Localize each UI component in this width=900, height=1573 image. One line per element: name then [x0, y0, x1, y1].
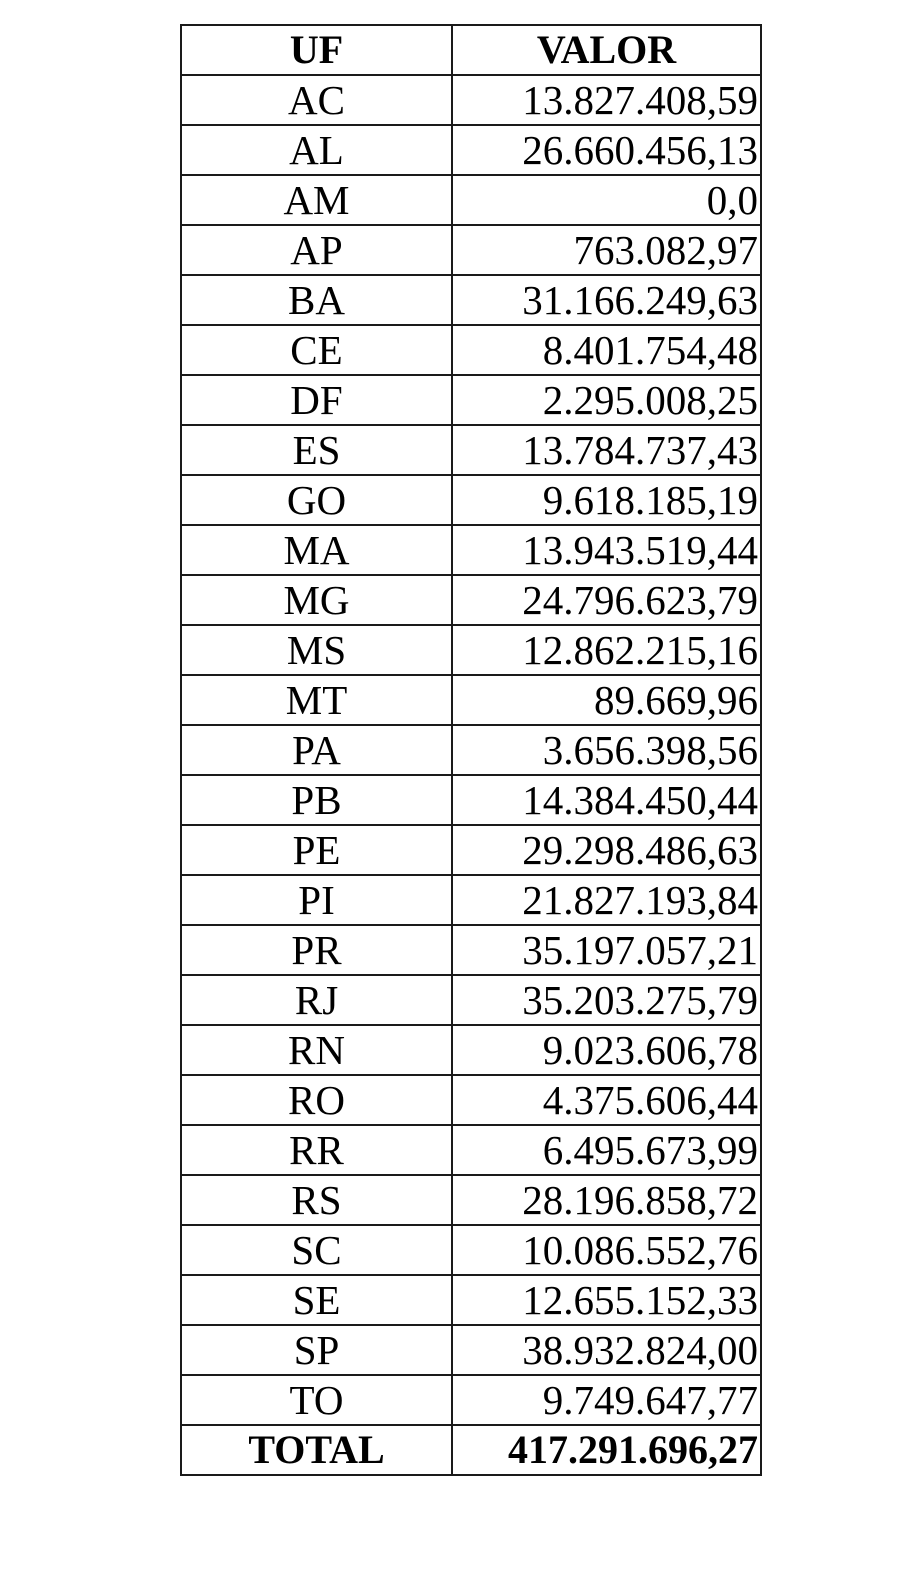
table-row [181, 525, 761, 575]
table-row [181, 75, 761, 125]
uf-cell: GO [181, 475, 452, 525]
uf-cell: RO [181, 1075, 452, 1125]
valor-cell: 13.784.737,43 [452, 425, 761, 475]
table-row [181, 1375, 761, 1425]
valor-cell: 35.197.057,21 [452, 925, 761, 975]
table-row [181, 475, 761, 525]
uf-cell: MS [181, 625, 452, 675]
table-row [181, 975, 761, 1025]
uf-cell: SP [181, 1325, 452, 1375]
uf-cell: SC [181, 1225, 452, 1275]
total-row [181, 1425, 761, 1475]
uf-cell: PR [181, 925, 452, 975]
header-row [181, 25, 761, 75]
valor-cell: 14.384.450,44 [452, 775, 761, 825]
valor-cell: 9.618.185,19 [452, 475, 761, 525]
table-row [181, 375, 761, 425]
table-row [181, 1125, 761, 1175]
total-label: TOTAL [181, 1425, 452, 1475]
uf-value-table-container [180, 24, 762, 1476]
table-row [181, 825, 761, 875]
uf-cell: MA [181, 525, 452, 575]
uf-cell: AM [181, 175, 452, 225]
table-row [181, 325, 761, 375]
uf-cell: SE [181, 1275, 452, 1325]
table-row [181, 925, 761, 975]
valor-cell: 2.295.008,25 [452, 375, 761, 425]
valor-cell: 29.298.486,63 [452, 825, 761, 875]
valor-cell: 28.196.858,72 [452, 1175, 761, 1225]
valor-cell: 13.943.519,44 [452, 525, 761, 575]
uf-cell: PA [181, 725, 452, 775]
uf-cell: PE [181, 825, 452, 875]
uf-cell: PI [181, 875, 452, 925]
valor-cell: 13.827.408,59 [452, 75, 761, 125]
table-row [181, 225, 761, 275]
table-row [181, 775, 761, 825]
valor-cell: 0,0 [452, 175, 761, 225]
table-row [181, 1025, 761, 1075]
header-uf: UF [181, 25, 452, 75]
valor-cell: 12.862.215,16 [452, 625, 761, 675]
valor-cell: 24.796.623,79 [452, 575, 761, 625]
valor-cell: 21.827.193,84 [452, 875, 761, 925]
table-row [181, 1325, 761, 1375]
table-row [181, 725, 761, 775]
uf-cell: BA [181, 275, 452, 325]
valor-cell: 763.082,97 [452, 225, 761, 275]
uf-cell: MG [181, 575, 452, 625]
uf-cell: TO [181, 1375, 452, 1425]
table-row [181, 1075, 761, 1125]
valor-cell: 89.669,96 [452, 675, 761, 725]
valor-cell: 26.660.456,13 [452, 125, 761, 175]
table-row [181, 1275, 761, 1325]
valor-cell: 6.495.673,99 [452, 1125, 761, 1175]
valor-cell: 31.166.249,63 [452, 275, 761, 325]
table-body [181, 75, 761, 1425]
uf-cell: AL [181, 125, 452, 175]
valor-cell: 3.656.398,56 [452, 725, 761, 775]
valor-cell: 38.932.824,00 [452, 1325, 761, 1375]
uf-cell: AP [181, 225, 452, 275]
table-row [181, 675, 761, 725]
valor-cell: 9.023.606,78 [452, 1025, 761, 1075]
uf-cell: CE [181, 325, 452, 375]
uf-cell: PB [181, 775, 452, 825]
table-row [181, 625, 761, 675]
table-row [181, 1175, 761, 1225]
uf-value-table [180, 24, 762, 1476]
uf-cell: MT [181, 675, 452, 725]
uf-cell: RN [181, 1025, 452, 1075]
valor-cell: 8.401.754,48 [452, 325, 761, 375]
table-row [181, 425, 761, 475]
table-row [181, 275, 761, 325]
valor-cell: 10.086.552,76 [452, 1225, 761, 1275]
uf-cell: RJ [181, 975, 452, 1025]
uf-cell: RR [181, 1125, 452, 1175]
table-row [181, 875, 761, 925]
header-valor: VALOR [452, 25, 761, 75]
uf-cell: ES [181, 425, 452, 475]
valor-cell: 4.375.606,44 [452, 1075, 761, 1125]
valor-cell: 9.749.647,77 [452, 1375, 761, 1425]
table-row [181, 175, 761, 225]
total-value: 417.291.696,27 [452, 1425, 761, 1475]
uf-cell: AC [181, 75, 452, 125]
table-row [181, 125, 761, 175]
table-row [181, 1225, 761, 1275]
uf-cell: DF [181, 375, 452, 425]
table-row [181, 575, 761, 625]
valor-cell: 12.655.152,33 [452, 1275, 761, 1325]
valor-cell: 35.203.275,79 [452, 975, 761, 1025]
uf-cell: RS [181, 1175, 452, 1225]
